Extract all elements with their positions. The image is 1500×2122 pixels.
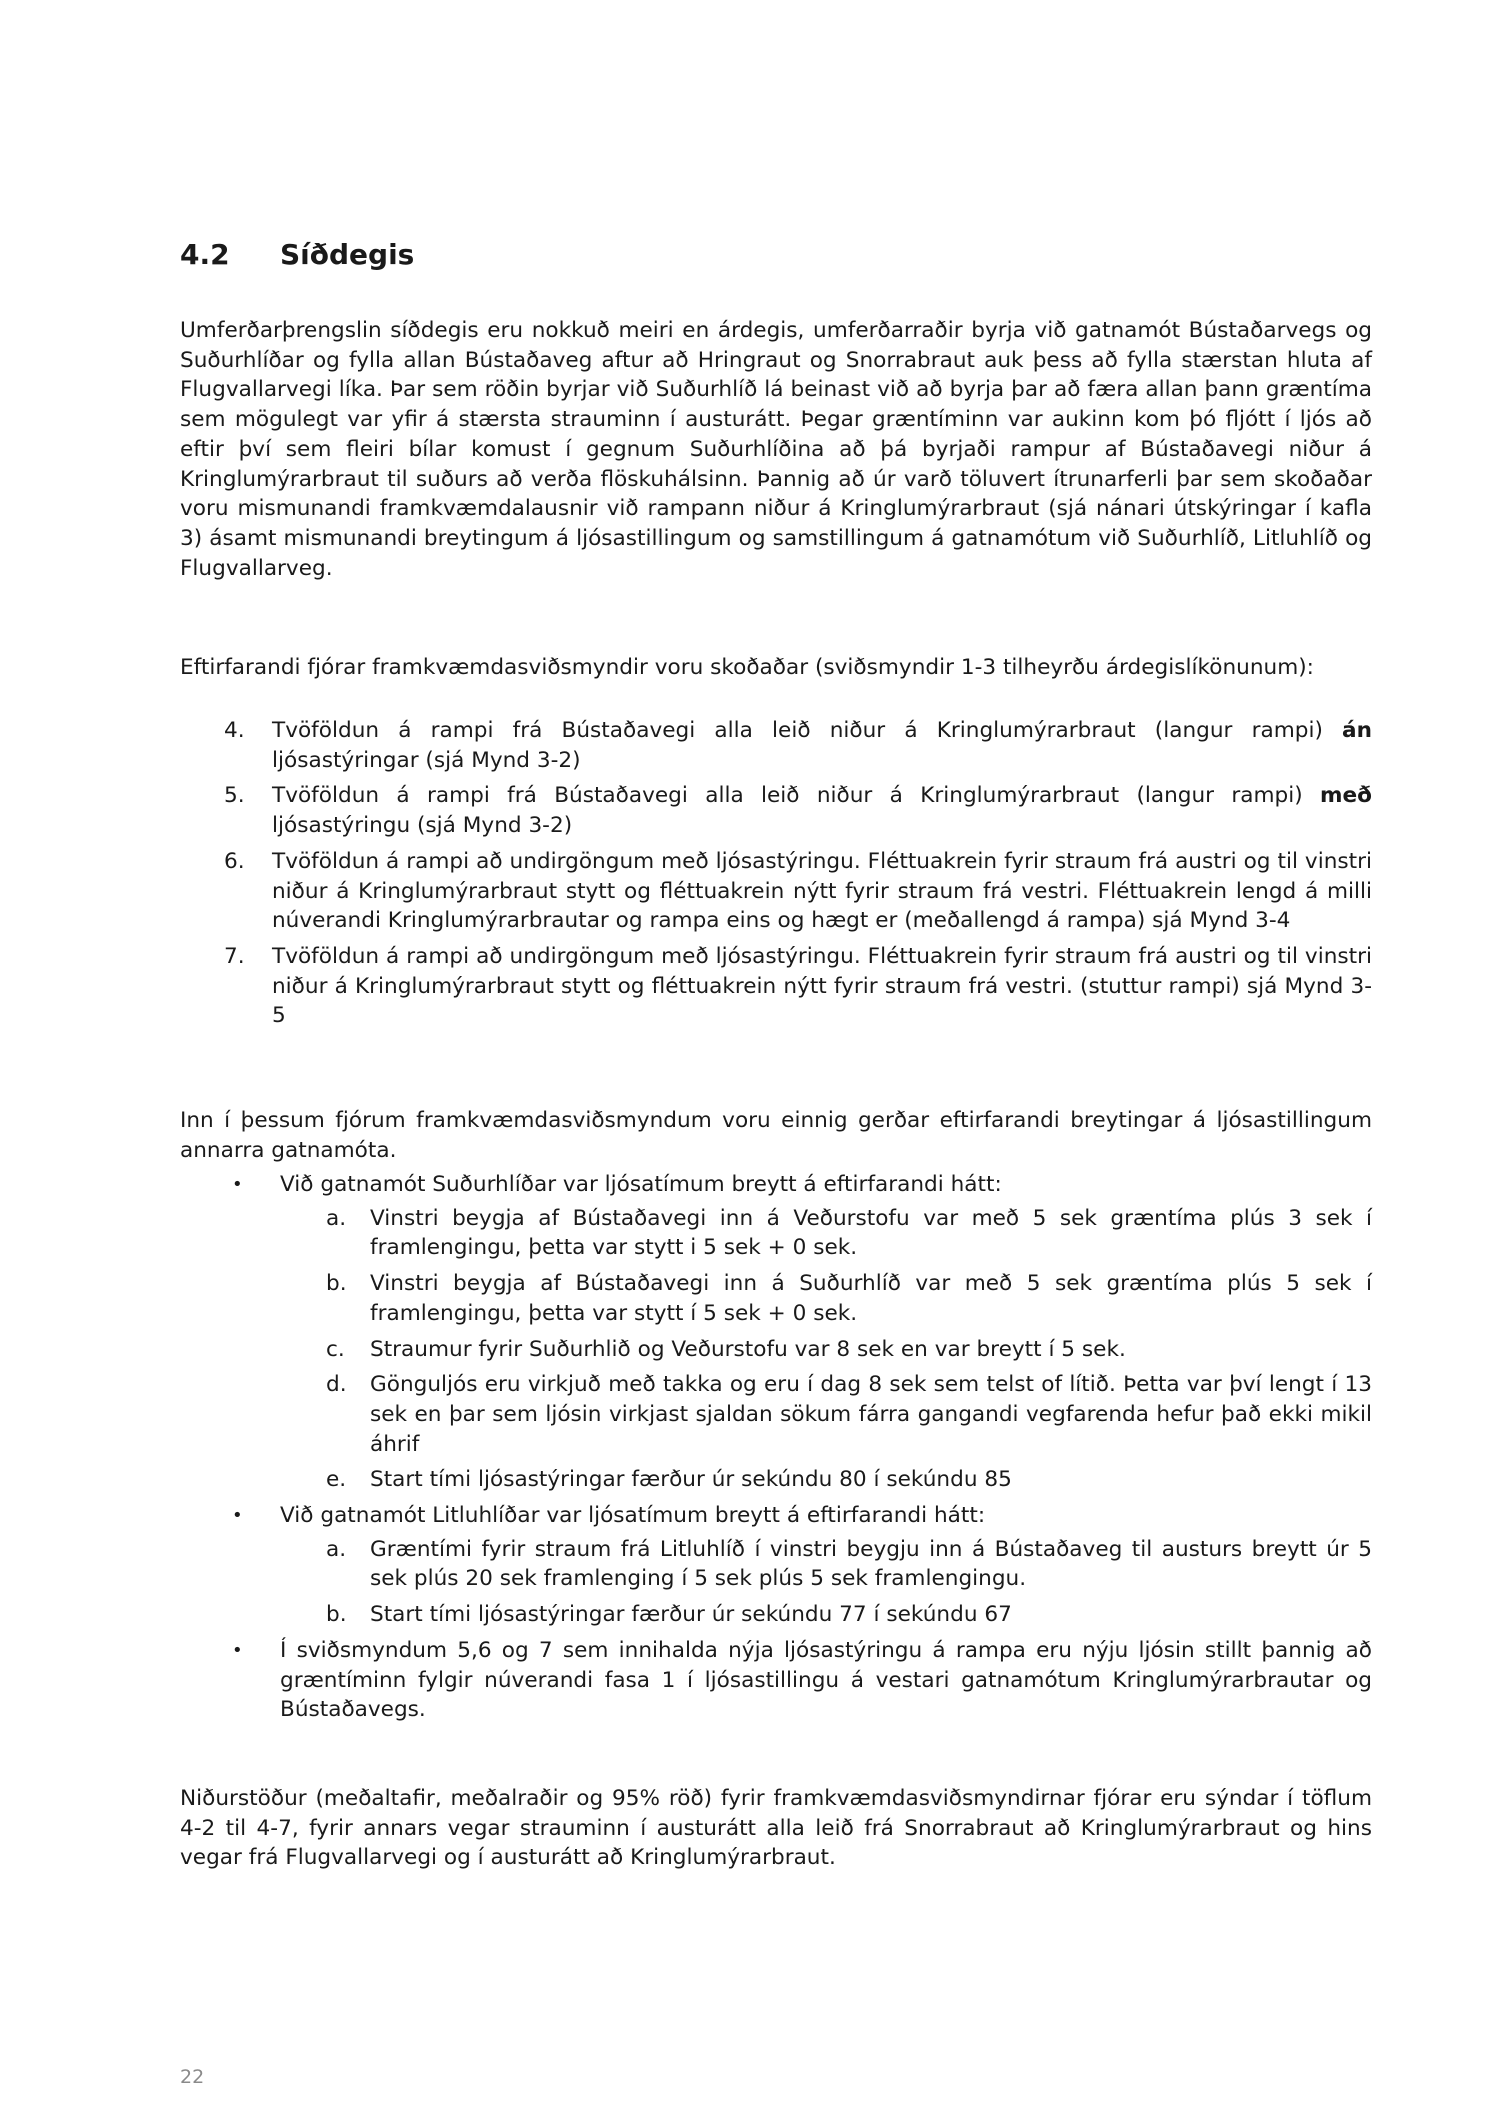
sub-list-item: [280, 1600, 1372, 1630]
sub-list-item: [280, 1335, 1372, 1365]
scenario-text-end: ljósastýringu (sjá Mynd 3-2): [272, 813, 573, 839]
bullet-text: Í sviðsmyndum 5,6 og 7 sem innihalda nýja ljósastýringu á rampa eru nýju ljósin stillt þannig að græntíminn fylgir núverandi fasa 1 í ljósastillingu á vestari gatnamótum Kringlumýrarbrautar og Bústaðavegs.: [280, 1637, 1372, 1723]
scenario-marker: 4.: [224, 718, 245, 743]
changes-bullet-item: [180, 1170, 1372, 1495]
sub-marker: a.: [326, 1536, 347, 1562]
intro-paragraph: Umferðarþrengslin síðdegis eru nokkuð meiri en árdegis, umferðarraðir byrja við gatnamót Bústaðarvegs og Suðurhlíðar og fylla allan Bústaðaveg aftur að Hringraut og Snorrabraut auk þess að fylla stærstan hluta af Flugvallarvegi líka. Þar sem röðin byrjar við Suðurhlíð lá beinast við að byrja þar að færa allan þann græntíma sem mögulegt var yfir á stærsta strauminn í austurátt. Þegar græntíminn var aukinn kom þó fljótt í ljós að eftir því sem fleiri bílar komust í gegnum Suðurhlíðina að þá byrjaði rampur af Bústaðavegi niður á Kringlumýrarbraut til suðurs að verða flöskuhálsinn. Þannig að úr varð töluvert ítrunarferli þar sem skoðaðar voru mismunandi framkvæmdalausnir við rampann niður á Kringlumýrarbraut (sjá nánari útskýringar í kafla 3) ásamt mismunandi breytingum á ljósastillingum og samstillingum á gatnamótum við Suðurhlíð, Litluhlíð og Flugvallarveg.: [180, 318, 1372, 581]
bullet-marker: •: [232, 1505, 243, 1527]
sub-list-item: [280, 1535, 1372, 1594]
sub-list-item: [280, 1465, 1372, 1495]
sub-marker: e.: [326, 1467, 347, 1493]
sub-list: [280, 1535, 1372, 1630]
sub-marker: c.: [326, 1336, 345, 1362]
scenario-text-end: ljósastýringar (sjá Mynd 3-2): [272, 747, 581, 773]
section-title: Síðdegis: [280, 238, 415, 271]
bullet-marker: •: [232, 1639, 243, 1661]
sub-text: Græntími fyrir straum frá Litluhlíð í vinstri beygju inn á Bústaðaveg til austurs breytt úr 5 sek plús 20 sek framlenging í 5 sek plús 5 sek framlengingu.: [370, 1536, 1372, 1592]
changes-list: [180, 1170, 1372, 1731]
scenario-marker: 6.: [224, 848, 245, 874]
scenario-item: [180, 716, 1372, 775]
changes-bullet-item: [180, 1636, 1372, 1725]
sub-list-item: [280, 1204, 1372, 1263]
scenario-text: Tvöföldun á rampi að undirgöngum með ljósastýringu. Fléttuakrein fyrir straum frá austri og til vinstri niður á Kringlumýrarbraut stytt og fléttuakrein nýtt fyrir straum frá vestri. (stuttur rampi) sjá Mynd 3-5: [272, 943, 1372, 1029]
sub-marker: d.: [326, 1372, 347, 1398]
sub-text: Start tími ljósastýringar færður úr sekúndu 80 í sekúndu 85: [370, 1467, 1012, 1493]
sub-text: Vinstri beygja af Bústaðavegi inn á Veðurstofu var með 5 sek græntíma plús 3 sek í framlengingu, þetta var stytt i 5 sek + 0 sek.: [370, 1205, 1372, 1261]
scenario-marker: 5.: [224, 783, 245, 809]
sub-marker: b.: [326, 1602, 347, 1628]
bullet-text: Við gatnamót Suðurhlíðar var ljósatímum breytt á eftirfarandi hátt:: [280, 1172, 1002, 1197]
scenario-item: [180, 942, 1372, 1031]
sub-list: [280, 1204, 1372, 1495]
bullet-marker: •: [232, 1174, 243, 1195]
sub-list-item: [280, 1370, 1372, 1459]
scenario-marker: 7.: [224, 943, 245, 969]
page-number: 22: [180, 2066, 205, 2088]
sub-text: Gönguljós eru virkjuð með takka og eru í dag 8 sek sem telst of lítið. Þetta var því lengt í 13 sek en þar sem ljósin virkjast sjaldan sökum fárra gangandi vegfarenda hefur það ekki mikil áhrif: [370, 1372, 1372, 1457]
sub-text: Straumur fyrir Suðurhlið og Veðurstofu var 8 sek en var breytt í 5 sek.: [370, 1336, 1126, 1362]
scenarios-intro-paragraph: Eftirfarandi fjórar framkvæmdasviðsmyndir voru skoðaðar (sviðsmyndir 1-3 tilheyrðu árdegislíkönunum):: [180, 655, 1314, 680]
scenario-emphasis: með: [1320, 783, 1372, 809]
section-number: 4.2: [180, 238, 230, 271]
sub-text: Start tími ljósastýringar færður úr sekúndu 77 í sekúndu 67: [370, 1602, 1012, 1628]
scenario-text: Tvöföldun á rampi frá Bústaðavegi alla leið niður á Kringlumýrarbraut (langur rampi): [272, 783, 1321, 809]
scenario-list: [180, 716, 1372, 1037]
bullet-text: Við gatnamót Litluhlíðar var ljósatímum breytt á eftirfarandi hátt:: [280, 1503, 986, 1529]
sub-marker: a.: [326, 1205, 347, 1231]
changes-intro-paragraph: Inn í þessum fjórum framkvæmdasviðsmyndum voru einnig gerðar eftirfarandi breytingar á ljósastillingum annarra gatnamóta.: [180, 1108, 1372, 1163]
changes-bullet-item: [180, 1501, 1372, 1630]
sub-text: Vinstri beygja af Bústaðavegi inn á Suðurhlíð var með 5 sek græntíma plús 5 sek í framlengingu, þetta var stytt í 5 sek + 0 sek.: [370, 1271, 1372, 1326]
scenario-text: Tvöföldun á rampi frá Bústaðavegi alla leið niður á Kringlumýrarbraut (langur rampi): [272, 718, 1343, 743]
scenario-item: [180, 847, 1372, 936]
results-paragraph: Niðurstöður (meðaltafir, meðalraðir og 95% röð) fyrir framkvæmdasviðsmyndirnar fjórar eru sýndar í töflum 4-2 til 4-7, fyrir annars vegar strauminn í austurátt alla leið frá Snorrabraut að Kringlumýrarbraut og hins vegar frá Flugvallarvegi og í austurátt að Kringlumýrarbraut.: [180, 1786, 1372, 1871]
section-heading: [180, 238, 414, 271]
scenario-item: [180, 781, 1372, 840]
scenario-emphasis: án: [1342, 718, 1372, 743]
scenario-text: Tvöföldun á rampi að undirgöngum með ljósastýringu. Fléttuakrein fyrir straum frá austri og til vinstri niður á Kringlumýrarbraut stytt og fléttuakrein nýtt fyrir straum frá vestri. Fléttuakrein lengd á milli núverandi Kringlumýrarbrautar og rampa eins og hægt er (meðallengd á rampa) sjá Mynd 3-4: [272, 848, 1372, 934]
sub-marker: b.: [326, 1271, 347, 1297]
sub-list-item: [280, 1269, 1372, 1328]
